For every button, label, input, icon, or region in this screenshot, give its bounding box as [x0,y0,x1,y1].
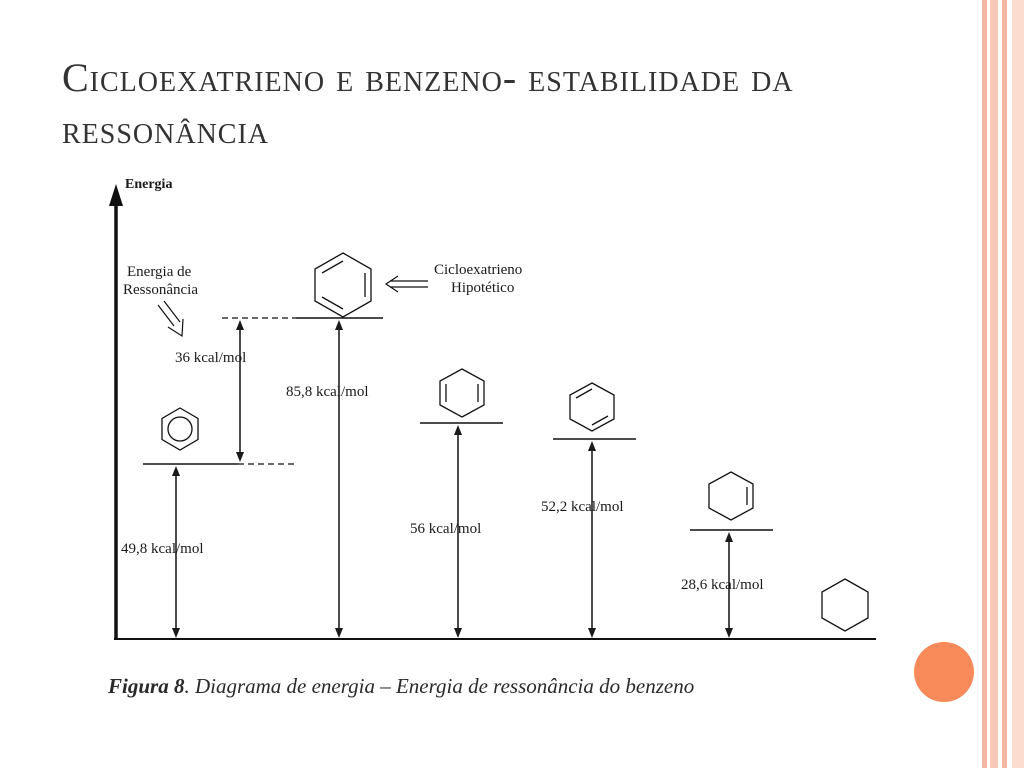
cyclohexene-structure [709,472,753,520]
caption-figure-number: Figura 8 [108,674,185,698]
slide-title: Cicloexatrieno e benzeno- estabilidade da ressonância [62,55,794,152]
figure-caption [108,674,694,699]
cyclohexatriene-structure [315,253,371,317]
cyclohexadiene-14-structure [570,383,614,431]
energy-value-cyclohexadiene-13: 56 kcal/mol [410,521,482,537]
energy-value-cyclohexene: 28,6 kcal/mol [681,577,764,593]
energy-value-hypothetical: 85,8 kcal/mol [286,384,369,400]
energy-value-cyclohexadiene-14: 52,2 kcal/mol [541,499,624,515]
cyclohexane-structure [822,579,868,631]
y-axis-arrowhead [109,184,123,206]
resonance-label-line1: Energia de [127,264,192,280]
cyclohexadiene-13-structure [440,369,484,417]
accent-circle [914,642,974,702]
resonance-label-line2: Ressonância [123,282,198,298]
caption-text: . Diagrama de energia – Energia de ressonância do benzeno [184,674,695,698]
y-axis-label: Energia [125,177,173,192]
benzene-structure [162,408,198,450]
hypothetical-label-line1: Cicloexatrieno [434,262,523,278]
resonance-pointer-arrow [158,301,183,336]
resonance-energy-value: 36 kcal/mol [175,350,247,366]
hypothetical-pointer-arrow [386,276,428,292]
hypothetical-label-line2: Hipotético [451,280,515,296]
energy-value-benzene: 49,8 kcal/mol [121,541,204,557]
